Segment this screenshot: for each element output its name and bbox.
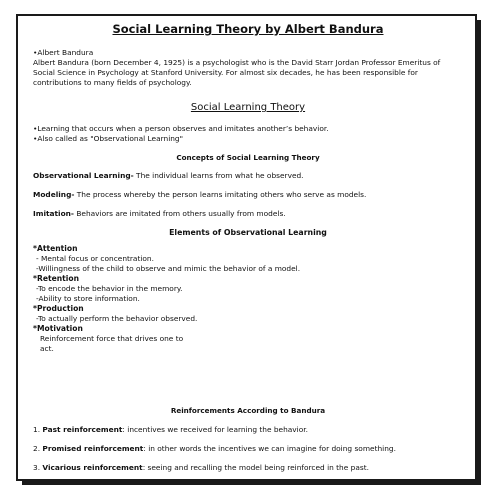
concept-term: Observational Learning-	[33, 171, 134, 180]
concept-item	[33, 209, 463, 219]
definition-bullets	[33, 124, 463, 144]
element-item: -Willingness of the child to observe and mimic the behavior of a model.	[36, 264, 301, 273]
element-title: *Retention	[33, 274, 80, 283]
concept-text: The individual learns from what he observed.	[133, 171, 304, 180]
reinforcement-number: 3.	[33, 463, 43, 472]
document-body	[33, 22, 463, 482]
concept-item	[33, 171, 463, 181]
concept-text: The process whereby the person learns imitating others who serve as models.	[74, 190, 367, 199]
section-subtitle: Social Learning Theory	[190, 102, 306, 113]
reinforcement-text: : in other words the incentives we can imagine for doing something.	[143, 444, 396, 453]
intro-section	[33, 48, 463, 88]
document-title: Social Learning Theory by Albert Bandura	[112, 22, 384, 36]
reinforcement-number: 2.	[33, 444, 43, 453]
element-title: *Attention	[33, 244, 78, 253]
element-group-retention	[33, 274, 463, 304]
definition-bullet: •Also called as "Observational Learning"	[33, 134, 184, 143]
concept-term: Imitation-	[33, 209, 74, 218]
reinforcements-heading: Reinforcements According to Bandura	[170, 406, 326, 415]
reinforcement-term: Promised reinforcement	[42, 444, 144, 453]
elements-heading: Elements of Observational Learning	[169, 228, 327, 237]
intro-bio: Albert Bandura (born December 4, 1925) is a psychologist who is the David Starr Jordan Professor Emeritus of Social Science in Psychology at Stanford University. For almost six decades, he has been responsible for contributions to many fields of psychology.	[33, 58, 441, 87]
reinforcement-item	[33, 425, 463, 435]
intro-name-bullet: •Albert Bandura	[33, 48, 94, 57]
element-item: Reinforcement force that drives one to	[40, 334, 184, 343]
concepts-heading: Concepts of Social Learning Theory	[176, 153, 320, 162]
reinforcement-number: 1.	[33, 425, 43, 434]
element-item: -Ability to store information.	[36, 294, 140, 303]
element-title: *Motivation	[33, 324, 83, 333]
element-group-production	[33, 304, 463, 324]
concept-item	[33, 190, 463, 200]
element-item: -To actually perform the behavior observed.	[36, 314, 198, 323]
element-item: -To encode the behavior in the memory.	[36, 284, 183, 293]
element-group-attention	[33, 244, 463, 274]
definition-bullet: •Learning that occurs when a person observes and imitates another’s behavior.	[33, 124, 329, 133]
concept-term: Modeling-	[33, 190, 75, 199]
reinforcement-term: Past reinforcement	[42, 425, 123, 434]
reinforcement-item	[33, 463, 463, 473]
element-group-motivation	[33, 324, 463, 354]
element-item: - Mental focus or concentration.	[36, 254, 154, 263]
reinforcement-term: Vicarious reinforcement	[42, 463, 143, 472]
reinforcement-item	[33, 444, 463, 454]
reinforcement-text: : incentives we received for learning the behavior.	[122, 425, 308, 434]
concept-text: Behaviors are imitated from others usually from models.	[73, 209, 286, 218]
element-title: *Production	[33, 304, 84, 313]
reinforcement-text: : seeing and recalling the model being reinforced in the past.	[142, 463, 369, 472]
element-item: act.	[40, 344, 54, 353]
